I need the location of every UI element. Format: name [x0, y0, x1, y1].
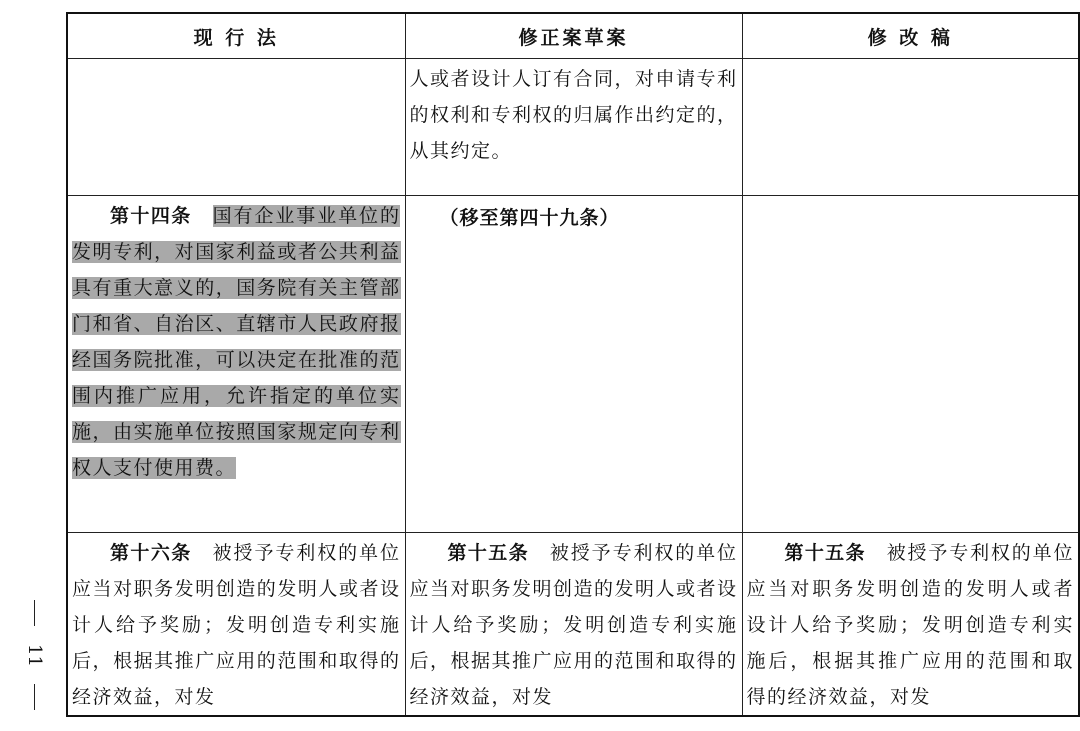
cell-text: 人或者设计人订有合同，对申请专利的权利和专利权的归属作出约定的，从其约定。: [409, 68, 738, 162]
cell-revised-draft: [742, 196, 1079, 533]
cell-revised-draft: [742, 59, 1079, 196]
article-text: 被授予专利权的单位应当对职务发明创造的发明人或者设计人给予奖励；发明创造专利实施后，根据其推广应用的范围和取得的经济效益，对发: [72, 542, 401, 708]
header-amendment-draft: 修正案草案: [405, 13, 742, 59]
cell-content: [406, 533, 742, 715]
header-row: [67, 13, 1079, 59]
page-number-dash-top: [34, 600, 35, 626]
table-row: [67, 196, 1079, 533]
cell-revised-draft: [742, 533, 1079, 717]
article-text: 被授予专利权的单位应当对职务发明创造的发明人或者设计人给予奖励；发明创造专利实施后，根据其推广应用的范围和取得的经济效益，对发: [409, 542, 738, 708]
header-revised-draft: 修 改 稿: [742, 13, 1079, 59]
cell-current-law: [67, 59, 405, 196]
page-number-text: 11: [24, 643, 45, 667]
cell-current-law: [67, 533, 405, 717]
article-number: 第十四条: [110, 205, 192, 227]
moved-note: （移至第四十九条）: [439, 207, 620, 229]
indent: [72, 205, 110, 227]
header-current-law: 现 行 法: [67, 13, 405, 59]
cell-content: [68, 533, 405, 715]
cell-amendment-draft: [405, 533, 742, 717]
page-number-dash-bottom: [34, 684, 35, 710]
table-row: [67, 533, 1079, 717]
cell-current-law: [67, 196, 405, 533]
indent: [747, 542, 785, 564]
article-text: 被授予专利权的单位应当对职务发明创造的发明人或者设计人给予奖励；发明创造专利实施后，根据其推广应用的范围和取得的经济效益，对发: [746, 542, 1074, 708]
highlighted-deleted-text: 国有企业事业单位的发明专利，对国家利益或者公共利益具有重大意义的，国务院有关主管部门和省、自治区、直辖市人民政府报经国务院批准，可以决定在批准的范围内推广应用，允许指定的单位实施，由实施单位按照国家规定向专利权人支付使用费。: [72, 205, 401, 479]
article-number: 第十六条: [110, 542, 192, 564]
table-row: [67, 59, 1079, 196]
comparison-table: [66, 12, 1080, 717]
article-number: 第十五条: [447, 542, 530, 564]
indent: [410, 542, 448, 564]
article-number: 第十五条: [784, 542, 866, 564]
cell-amendment-draft: [405, 196, 742, 533]
indent: [72, 542, 110, 564]
cell-content: [743, 533, 1079, 715]
cell-content: [68, 196, 405, 486]
page-number: [24, 600, 44, 710]
cell-amendment-draft: [405, 59, 742, 196]
